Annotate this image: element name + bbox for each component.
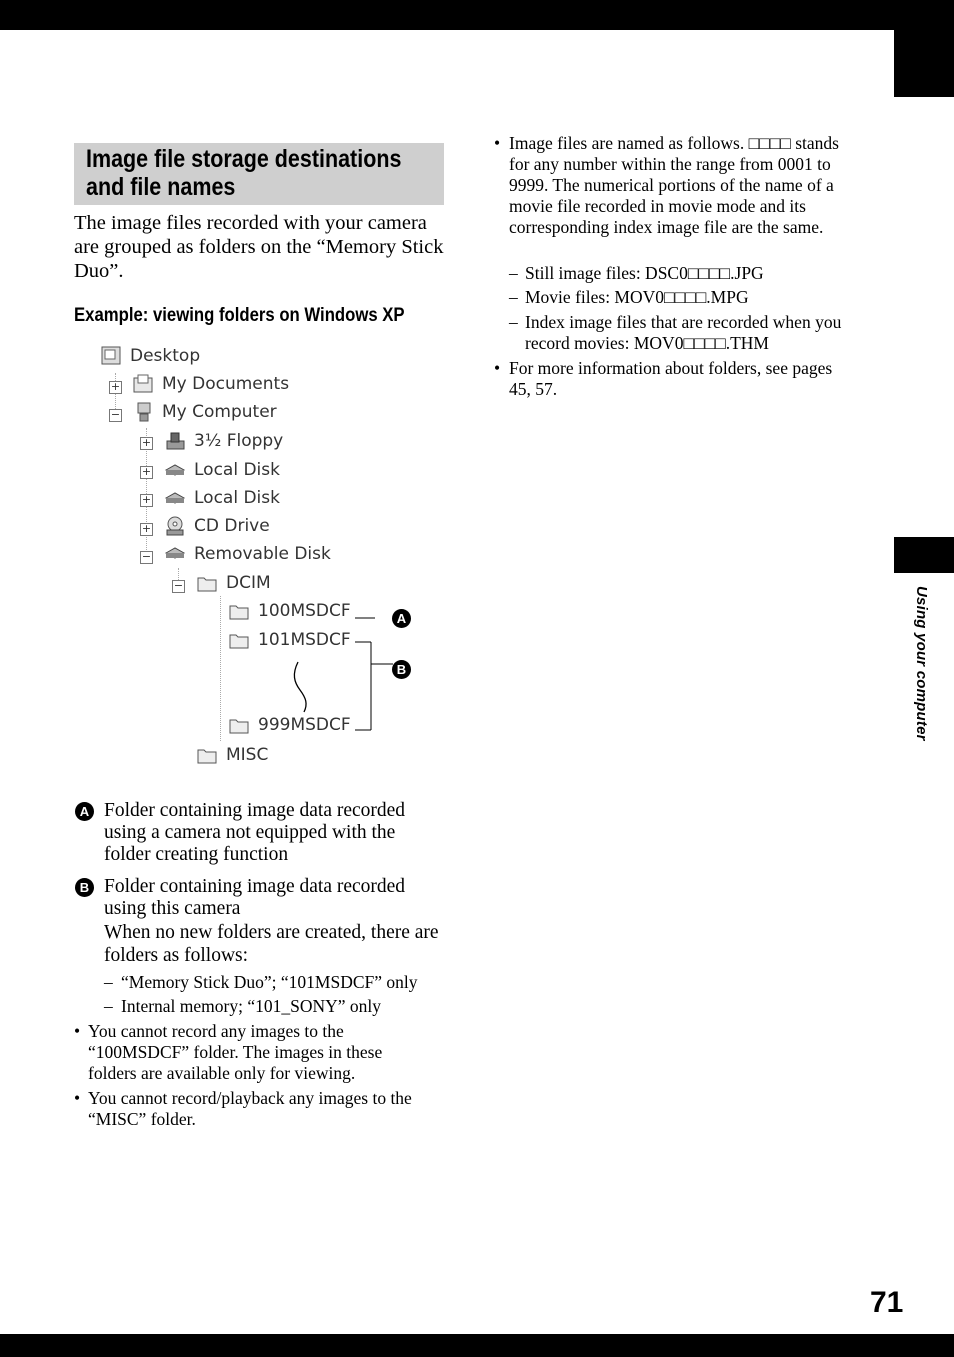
tree-node-desktop — [100, 346, 200, 366]
dash-item-text: “Memory Stick Duo”; “101MSDCF” only — [121, 972, 418, 992]
bullet-mark: • — [494, 358, 501, 378]
callout-b-marker: B — [392, 660, 411, 679]
expand-icon[interactable]: + — [141, 465, 152, 478]
title-line-2: and file names — [86, 173, 236, 201]
note-a-marker: A — [75, 802, 94, 821]
note-b-marker: B — [75, 878, 94, 897]
expand-icon[interactable]: + — [141, 522, 152, 535]
expand-icon[interactable]: + — [110, 380, 121, 393]
folder-icon — [228, 630, 250, 650]
ellipsis-squiggle — [290, 660, 314, 714]
note-bullet-2: You cannot record/playback any images to the “MISC” folder. — [88, 1088, 412, 1129]
tree-label: Desktop — [130, 346, 201, 366]
dash-item: – — [509, 287, 518, 307]
tree-node-removable-disk — [164, 544, 331, 564]
dash-item: – — [509, 312, 518, 332]
folder-icon — [228, 715, 250, 735]
dash-item-text: Internal memory; “101_SONY” only — [121, 996, 382, 1016]
tree-node-local-disk-2 — [164, 488, 280, 508]
folder-icon — [196, 573, 218, 593]
tree-node-999msdcf — [228, 715, 351, 735]
disk-icon — [164, 488, 186, 508]
intro-text: The image files recorded with your camera are grouped as folders on the “Memory Stick Duo”. — [74, 212, 444, 282]
tree-node-100msdcf — [228, 601, 351, 621]
expand-icon[interactable]: + — [141, 436, 152, 449]
section-title — [86, 145, 439, 201]
example-heading: Example: viewing folders on Windows XP — [74, 305, 405, 326]
tree-label: 101MSDCF — [258, 630, 351, 650]
page-number: 71 — [870, 1286, 904, 1319]
removable-disk-icon — [164, 544, 186, 564]
bullet-mark: • — [494, 133, 501, 153]
tree-label: 100MSDCF — [258, 601, 351, 621]
tree-node-my-computer — [132, 402, 277, 422]
tree-node-floppy — [164, 431, 283, 451]
bullet-mark: • — [74, 1088, 81, 1108]
right-bullet-1: Image files are named as follows. □□□□ stands for any number within the range from 0001 to 9999. The numerical portions of the name of a movie file recorded in movie mode and its corresponding index image file are the same. — [509, 133, 839, 237]
dash-item: – — [104, 972, 113, 992]
tree-label: 3½ Floppy — [194, 431, 284, 451]
tree-node-my-documents — [132, 374, 289, 394]
disk-icon — [164, 460, 186, 480]
tree-label: CD Drive — [194, 516, 270, 536]
tree-label: MISC — [226, 745, 269, 765]
cd-drive-icon — [164, 516, 186, 536]
note-bullet-1: You cannot record any images to the “100MSDCF” folder. The images in these folders are available only for viewing. — [88, 1021, 383, 1083]
tree-node-dcim — [196, 573, 271, 593]
callout-a-marker: A — [392, 609, 411, 628]
right-dash-3: Index image files that are recorded when you record movies: MOV0□□□□.THM — [525, 312, 842, 353]
floppy-drive-icon — [164, 431, 186, 451]
tree-label: 999MSDCF — [258, 715, 351, 735]
side-label — [912, 586, 932, 756]
tree-node-misc — [196, 745, 268, 765]
chapter-tab-top — [894, 30, 954, 97]
tree-node-local-disk-1 — [164, 460, 280, 480]
tree-label: Local Disk — [194, 488, 280, 508]
computer-icon — [132, 402, 154, 422]
section-heading — [74, 143, 444, 205]
callout-lines — [355, 612, 375, 736]
desktop-icon — [100, 346, 122, 366]
tree-label: DCIM — [226, 573, 271, 593]
top-bar — [0, 0, 954, 30]
bullet-mark: • — [74, 1021, 81, 1041]
dash-item: – — [509, 263, 518, 283]
dash-item: – — [104, 996, 113, 1016]
note-b-text-2: When no new folders are created, there are folders as follows: — [104, 922, 439, 966]
bottom-bar — [0, 1334, 954, 1357]
folder-icon — [228, 601, 250, 621]
right-bullet-2: For more information about folders, see pages 45, 57. — [509, 358, 833, 399]
right-dash-2: Movie files: MOV0□□□□.MPG — [525, 287, 749, 307]
note-b-text-1: Folder containing image data recorded using this camera — [104, 876, 406, 919]
tree-label: Removable Disk — [194, 544, 331, 564]
collapse-icon[interactable]: − — [141, 550, 152, 563]
callout-b-connector — [371, 663, 393, 665]
tree-label: Local Disk — [194, 460, 280, 480]
note-a-text: Folder containing image data recorded using a camera not equipped with the folder creating function — [104, 800, 406, 865]
folder-icon — [196, 745, 218, 765]
tree-node-cd-drive — [164, 516, 270, 536]
side-label-text: Using your computer — [913, 586, 930, 741]
chapter-tab — [894, 537, 954, 573]
expand-icon[interactable]: + — [141, 493, 152, 506]
documents-folder-icon — [132, 374, 154, 394]
collapse-icon[interactable]: − — [173, 579, 184, 592]
tree-node-101msdcf — [228, 630, 351, 650]
right-dash-1: Still image files: DSC0□□□□.JPG — [525, 263, 764, 283]
title-line-1: Image file storage destinations — [86, 145, 402, 173]
collapse-icon[interactable]: − — [110, 408, 121, 421]
tree-label: My Documents — [162, 374, 290, 394]
tree-label: My Computer — [162, 402, 277, 422]
